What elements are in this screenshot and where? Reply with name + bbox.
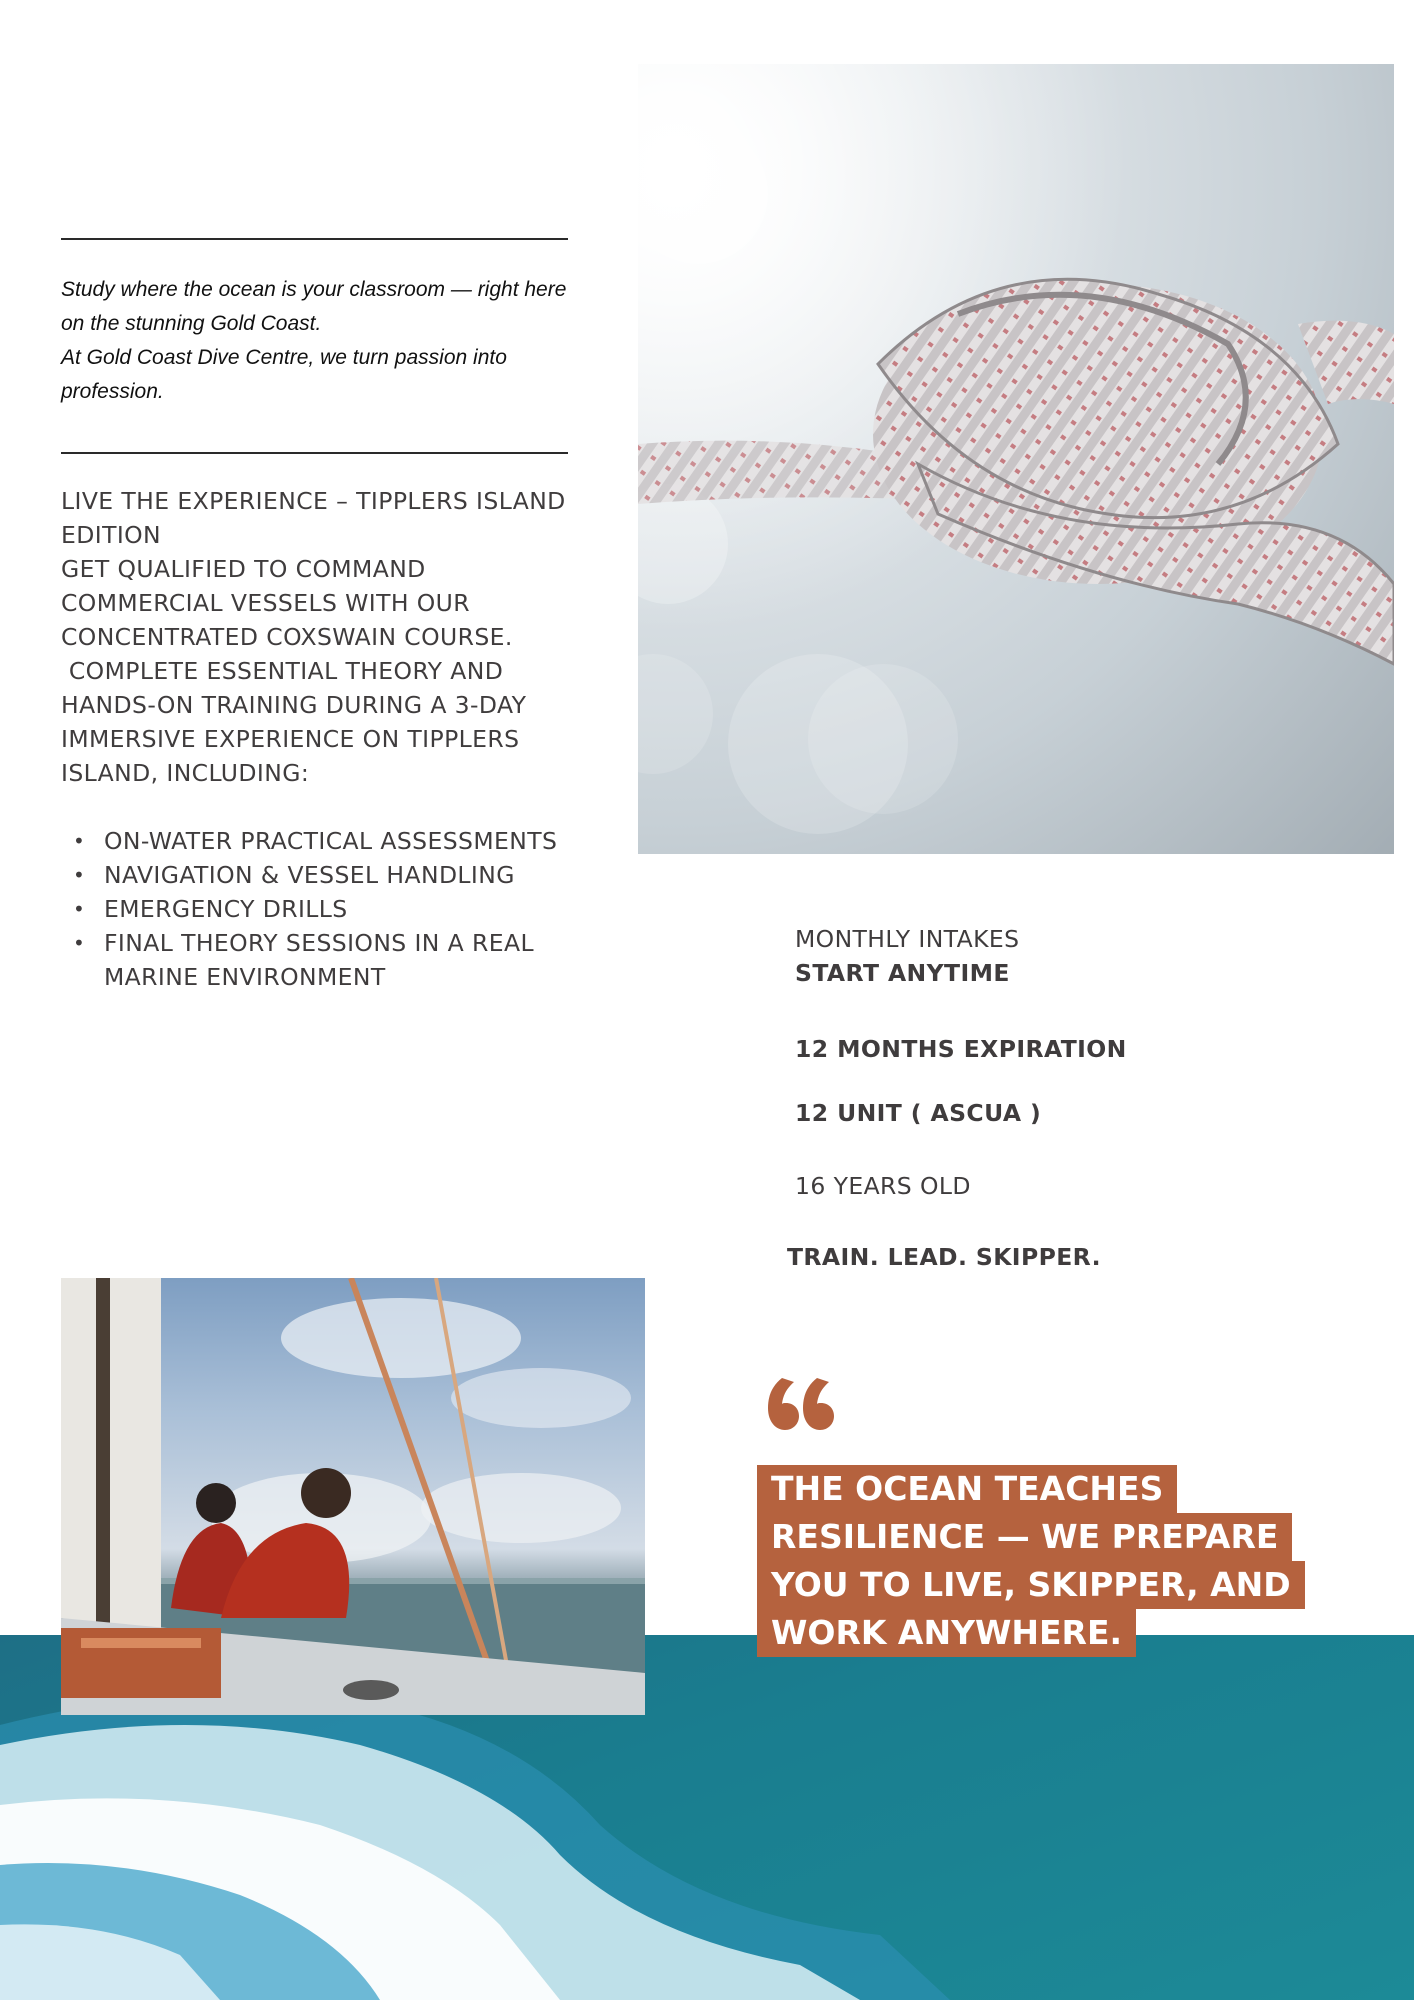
- course-title: LIVE THE EXPERIENCE – TIPPLERS ISLAND EDITION: [61, 487, 566, 549]
- divider-bottom: [61, 452, 568, 454]
- list-item: • FINAL THEORY SESSIONS IN A REAL MARINE ENVIRONMENT: [61, 926, 581, 994]
- quote-line: YOU TO LIVE, SKIPPER, AND: [757, 1561, 1305, 1609]
- age-requirement: 16 YEARS OLD: [795, 1172, 971, 1200]
- quote-icon: [768, 1378, 834, 1430]
- course-paragraph-2: COMPLETE ESSENTIAL THEORY AND HANDS-ON TRAINING DURING A 3-DAY IMMERSIVE EXPERIENCE ON TIPPLERS ISLAND, INCLUDING:: [61, 657, 535, 787]
- list-item: • ON-WATER PRACTICAL ASSESSMENTS: [61, 824, 581, 858]
- intro-text: [61, 273, 581, 409]
- list-item: • EMERGENCY DRILLS: [61, 892, 581, 926]
- expiration-info: 12 MONTHS EXPIRATION: [795, 1035, 1127, 1063]
- intro-line-1: Study where the ocean is your classroom — right here on the stunning Gold Coast.: [61, 278, 567, 335]
- intakes-label: MONTHLY INTAKES: [795, 925, 1020, 953]
- units-info: 12 UNIT ( ASCUA ): [795, 1099, 1042, 1127]
- slogan: TRAIN. LEAD. SKIPPER.: [787, 1243, 1101, 1271]
- rope-knot-photo: [638, 64, 1394, 854]
- course-description: [61, 484, 581, 994]
- sailing-photo: [61, 1278, 645, 1715]
- quote-line: WORK ANYWHERE.: [757, 1609, 1136, 1657]
- intakes-value: START ANYTIME: [795, 959, 1010, 987]
- pull-quote: [757, 1465, 1291, 1657]
- list-item: • NAVIGATION & VESSEL HANDLING: [61, 858, 581, 892]
- divider-top: [61, 238, 568, 240]
- quote-line: RESILIENCE — WE PREPARE: [757, 1513, 1292, 1561]
- course-paragraph-1: GET QUALIFIED TO COMMAND COMMERCIAL VESSELS WITH OUR CONCENTRATED COXSWAIN COURSE.: [61, 555, 513, 651]
- quote-line: THE OCEAN TEACHES: [757, 1465, 1177, 1513]
- course-includes-list: [61, 824, 581, 994]
- intro-line-2: At Gold Coast Dive Centre, we turn passion into profession.: [61, 346, 507, 403]
